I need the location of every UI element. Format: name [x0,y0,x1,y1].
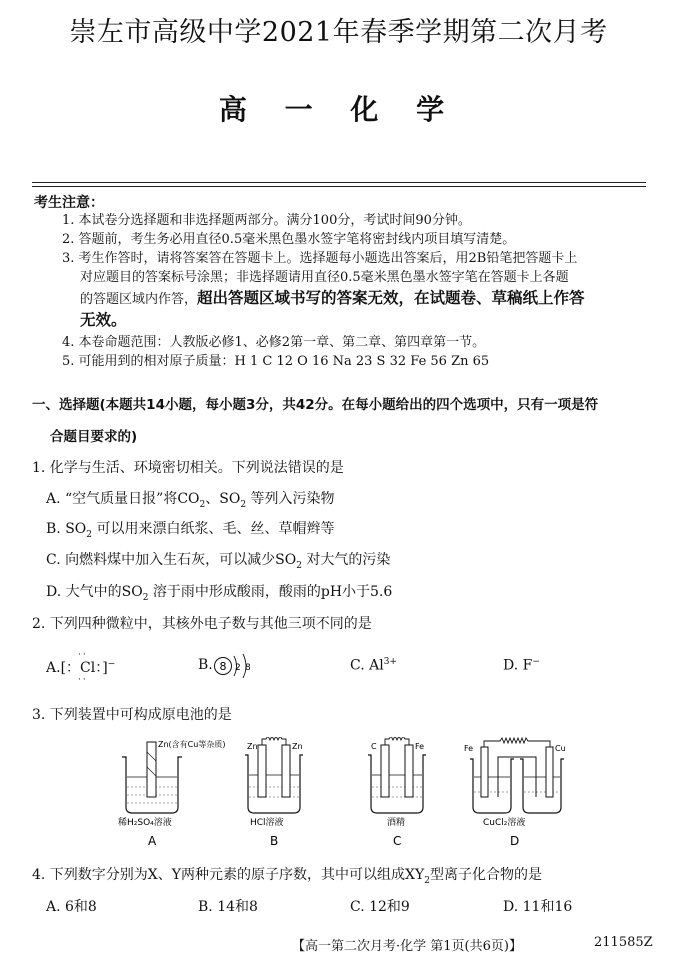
divider-thin [32,186,646,187]
q1-option-b [46,518,334,540]
q2-d-text: D. F [503,657,533,674]
electrode-a [147,742,156,797]
wire-c [385,737,409,745]
q1-c-post: 对大气的污染 [301,552,391,568]
q1-b-sub: 2 [86,529,92,540]
electrode-c-right [405,745,413,797]
section-1-heading-cont: 合题目要求的) [50,429,138,445]
q1-d-text: D. 大气中的SO [46,584,143,600]
q1-d-sub: 2 [142,592,149,603]
electrode-d-right [546,747,553,797]
nucleus-charge: 8 [219,660,227,673]
q1-c-text: C. 向燃料煤中加入生石灰，可以减少SO [46,552,297,568]
q2-a-dots-top: ·· [78,650,88,660]
electrode-c-left [381,745,389,797]
subject-title: 高 一 化 学 [218,93,459,126]
electrode-d-left-label: Fe [464,744,474,753]
q4-stem-post: 型离子化合物的是 [429,867,542,883]
notice-item-3-normal: 的答题区域内作答， [80,292,198,307]
q1-a-sub1: 2 [199,499,206,510]
electrode-a-label: Zn(含有Cu等杂质) [158,740,226,749]
wire-b [262,737,286,745]
q1-a-post: 等列入污染物 [246,491,335,507]
q2-option-b-label: B. [198,657,213,673]
shell-1-count: 2 [235,663,241,673]
q2-a-label: A. [46,660,61,676]
electrode-c-left-label: C [371,742,377,751]
notice-item-3: 3. 考生作答时，请将答案答在答题卡上。选择题每小题选出答案后，用2B铅笔把答题卡上 [62,251,578,266]
apparatus-d [464,738,566,848]
electrode-b-left-label: Zn [247,742,258,751]
page-footer: 【高一第二次月考·化学 第1页(共6页)】 [292,939,522,954]
q1-a-sub2: 2 [240,499,247,510]
q1-a-text: A. “空气质量日报”将CO [46,491,200,507]
q2-option-c [350,657,397,674]
apparatus-c [368,737,426,848]
electrode-b-left [258,745,266,797]
q1-option-a [46,488,335,510]
notice-item-5: 5. 可能用到的相对原子质量：H 1 C 12 O 16 Na 23 S 32 Fe 56 Zn 65 [62,354,490,369]
q4-stem [32,864,542,886]
q3-apparatus-diagram [100,737,580,849]
q2-c-text: C. Al [350,657,384,674]
beaker-b [245,755,303,813]
paper-code: 211585Z [594,935,653,950]
q1-option-d [46,581,392,603]
solution-b-label: HCl溶液 [250,818,284,828]
q2-a-formula: [：Cl：] [60,660,108,676]
q4-stem-text: 4. 下列数字分别为X、Y两种元素的原子序数，其中可以组成XY [32,867,425,883]
q2-a-charge: − [107,659,116,670]
q2-c-charge: 3+ [383,657,397,667]
apparatus-a [118,739,225,848]
q1-c-sub: 2 [296,560,302,571]
q2-option-a [46,657,115,677]
q1-b-post: 可以用来漂白纸浆、毛、丝、草帽辫等 [92,521,335,537]
notice-item-1: 1. 本试卷分选择题和非选择题两部分。满分100分，考试时间90分钟。 [62,213,471,228]
q2-d-charge: − [532,657,540,667]
q3-stem: 3. 下列装置中可构成原电池的是 [32,707,232,723]
solution-d-label: CuCl₂溶液 [483,818,526,828]
q4-stem-sub: 2 [424,875,430,886]
q1-d-post: 溶于雨中形成酸雨，酸雨的pH小于5.6 [148,584,393,600]
beaker-d-right [520,759,564,813]
solution-a-label: 稀H₂SO₄溶液 [118,818,172,828]
q1-b-text: B. SO [46,521,87,537]
section-1-heading: 一、选择题(本题共14小题，每小题3分，共42分。在每小题给出的四个选项中，只有一项是符 [32,397,599,413]
beaker-c [368,755,426,813]
notice-item-3-emphasis-end: 无效。 [80,311,127,329]
solution-c-label: 酒精 [387,818,406,828]
beaker-d-left [470,759,514,813]
electrode-d-left [481,747,488,797]
divider-thick [32,182,646,183]
exam-title: 崇左市高级中学2021年春季学期第二次月考 [69,17,608,48]
notice-heading: 考生注意： [34,195,104,211]
notice-item-3-emphasis: 超出答题区域书写的答案无效，在试题卷、草稿纸上作答 [197,289,585,307]
q2-option-d [503,657,540,674]
option-c-label: C [393,834,402,848]
electrode-b-right-label: Zn [292,742,303,751]
shell-2-count: 8 [245,663,251,673]
electrode-c-right-label: Fe [415,742,425,751]
notice-item-2: 2. 答题前，考生务必用直径0.5毫米黑色墨水签字笔将密封线内项目填写清楚。 [62,232,516,247]
notice-item-3-cont2 [80,289,585,309]
q1-option-c [46,549,390,571]
q2-stem: 2. 下列四种微粒中，其核外电子数与其他三项不同的是 [32,616,372,632]
notice-item-3-cont1: 对应题目的答案标号涂黑；非选择题请用直径0.5毫米黑色墨水签字笔在答题卡上各题 [80,270,569,285]
option-d-label: D [510,834,520,848]
q1-stem: 1. 化学与生活、环境密切相关。下列说法错误的是 [32,460,344,476]
electrode-b-right [282,745,290,797]
wire-d [484,738,550,747]
option-a-label: A [148,834,157,848]
q2-option-b-atom-diagram [212,652,262,680]
notice-item-4: 4. 本卷命题范围：人教版必修1、必修2第一章、第二章、第四章第一节。 [62,335,486,350]
electrode-d-right-label: Cu [555,744,566,753]
q2-a-dots-bottom: ·· [78,675,88,685]
q4-option-d: D. 11和16 [503,899,573,915]
q1-a-mid: 、SO [205,491,241,507]
q4-option-b: B. 14和8 [198,899,258,915]
apparatus-b [245,737,303,848]
q4-option-a: A. 6和8 [46,899,97,915]
q4-option-c: C. 12和9 [350,899,410,915]
option-b-label: B [270,834,279,848]
